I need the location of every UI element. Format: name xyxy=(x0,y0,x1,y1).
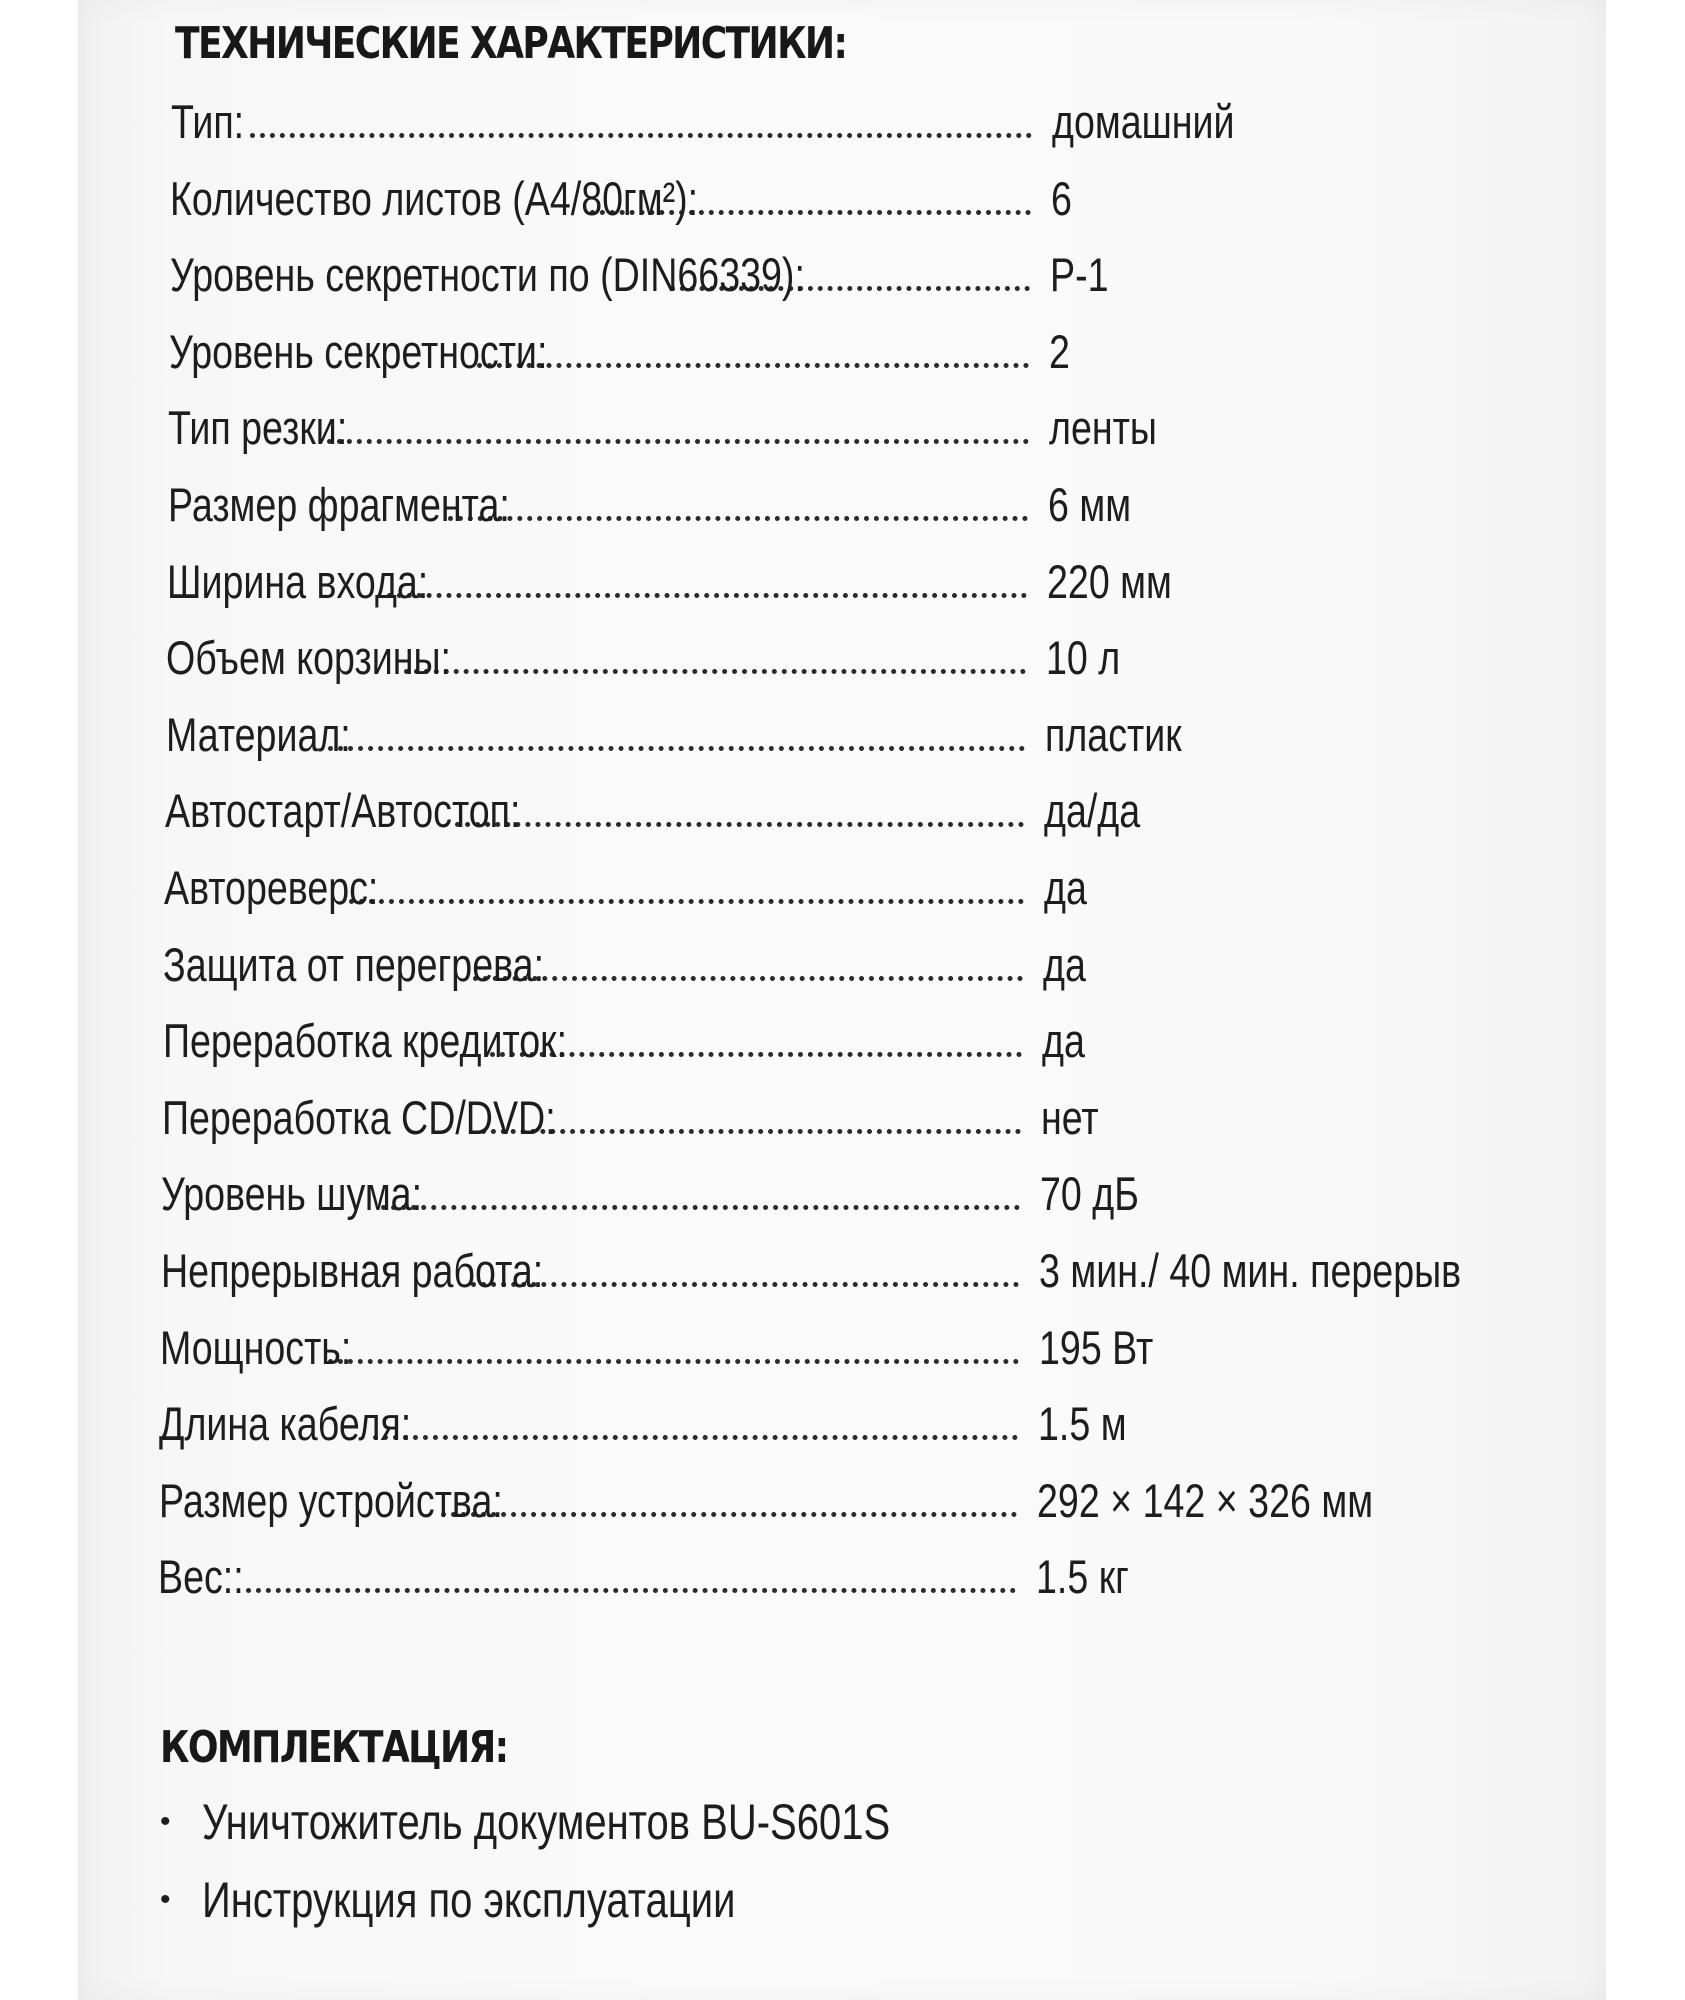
spec-row-input-width xyxy=(166,552,1172,612)
spec-label: Уровень секретности: xyxy=(168,324,548,378)
spec-row-cd-dvd xyxy=(162,1088,1099,1148)
spec-label: Мощность: xyxy=(160,1320,352,1374)
dot-leader xyxy=(490,1052,1022,1057)
dot-leader xyxy=(387,593,1027,598)
spec-row-din-security xyxy=(169,245,1109,305)
spec-row-power xyxy=(160,1318,1153,1378)
spec-value: 1.5 кг xyxy=(1036,1550,1129,1604)
spec-label: Переработка кредиток: xyxy=(162,1014,567,1068)
spec-row-autostart xyxy=(164,781,1141,841)
spec-row-weight xyxy=(158,1547,1129,1607)
spec-label: Уровень секретности по (DIN66339): xyxy=(169,248,805,302)
dot-leader xyxy=(471,1282,1019,1287)
dot-leader xyxy=(404,669,1026,674)
kit-title: КОМПЛЕКТАЦИЯ: xyxy=(160,1722,508,1773)
dot-leader xyxy=(328,1359,1019,1364)
dot-leader xyxy=(328,746,1025,751)
dot-leader xyxy=(381,1205,1020,1210)
spec-value: ленты xyxy=(1048,401,1157,455)
dot-leader xyxy=(481,1129,1021,1134)
spec-value: да xyxy=(1043,861,1087,914)
spec-row-device-size xyxy=(158,1471,1373,1531)
spec-row-type xyxy=(171,92,1235,152)
spec-value: да/да xyxy=(1044,784,1141,838)
spec-label: Уровень шума: xyxy=(161,1167,423,1221)
spec-value: 220 мм xyxy=(1046,554,1172,608)
dot-leader xyxy=(250,133,1032,138)
spec-value: 6 xyxy=(1051,171,1073,225)
spec-value: 2 xyxy=(1049,324,1071,378)
spec-label: Тип резки: xyxy=(168,401,348,455)
kit-item-text: Инструкция по эксплуатации xyxy=(202,1872,736,1928)
spec-row-credit-cards xyxy=(162,1011,1085,1071)
bullet-icon: • xyxy=(160,1883,171,1916)
spec-value: да xyxy=(1041,1014,1085,1068)
spec-label: Длина кабеля: xyxy=(159,1397,412,1451)
spec-row-bin-volume xyxy=(166,628,1121,688)
dot-leader xyxy=(455,822,1024,827)
dot-leader xyxy=(349,899,1024,904)
spec-label: Переработка CD/DVD: xyxy=(162,1090,556,1144)
spec-value: 6 мм xyxy=(1047,478,1131,531)
spec-row-noise-level xyxy=(161,1164,1140,1224)
spec-value: Р-1 xyxy=(1050,248,1109,302)
spec-row-continuous-work xyxy=(160,1241,1462,1301)
spec-label: Размер устройства: xyxy=(158,1473,503,1527)
spec-value: да xyxy=(1042,937,1086,991)
dot-leader xyxy=(448,516,1028,521)
spec-value: 3 мин./ 40 мин. перерыв xyxy=(1039,1244,1462,1297)
dot-leader xyxy=(477,363,1030,368)
spec-row-sheet-count xyxy=(170,169,1073,229)
spec-value: пластик xyxy=(1045,707,1182,761)
spec-value: нет xyxy=(1041,1090,1099,1144)
dot-leader xyxy=(441,1512,1017,1517)
bullet-icon: • xyxy=(160,1805,171,1838)
spec-label: Защита от перегрева: xyxy=(163,937,545,991)
spec-label: Автореверс: xyxy=(164,861,379,914)
spec-label: Объем корзины: xyxy=(166,631,452,685)
spec-label: Количество листов (А4/80гм²): xyxy=(170,171,699,225)
spec-label: Тип: xyxy=(171,95,245,148)
spec-row-overheat-protection xyxy=(163,935,1086,995)
dot-leader xyxy=(373,1435,1018,1440)
spec-value: 1.5 м xyxy=(1037,1397,1127,1451)
spec-label: Вес:: xyxy=(158,1550,244,1604)
dot-leader xyxy=(473,976,1023,981)
spec-label: Ширина входа: xyxy=(166,554,429,608)
spec-value: домашний xyxy=(1052,95,1235,148)
kit-item-text: Уничтожитель документов BU-S601S xyxy=(202,1794,891,1850)
spec-row-cut-type xyxy=(168,398,1157,458)
spec-row-fragment-size xyxy=(167,475,1131,535)
spec-value: 292 × 142 × 326 мм xyxy=(1036,1473,1373,1527)
spec-row-material xyxy=(165,705,1182,765)
spec-value: 195 Вт xyxy=(1038,1320,1153,1374)
spec-row-security-level xyxy=(168,322,1071,382)
spec-row-autoreverse xyxy=(164,858,1087,918)
dot-leader xyxy=(246,1588,1016,1593)
spec-label: Размер фрагмента: xyxy=(167,478,510,531)
spec-label: Непрерывная работа: xyxy=(160,1244,543,1297)
spec-label: Автостарт/Автостоп: xyxy=(164,784,521,838)
spec-value: 70 дБ xyxy=(1040,1167,1140,1221)
spec-label: Материал: xyxy=(165,707,351,761)
specs-title: ТЕХНИЧЕСКИЕ ХАРАКТЕРИСТИКИ: xyxy=(175,18,847,69)
spec-value: 10 л xyxy=(1046,631,1121,685)
dot-leader xyxy=(327,439,1029,444)
spec-row-cable-length xyxy=(159,1394,1127,1454)
